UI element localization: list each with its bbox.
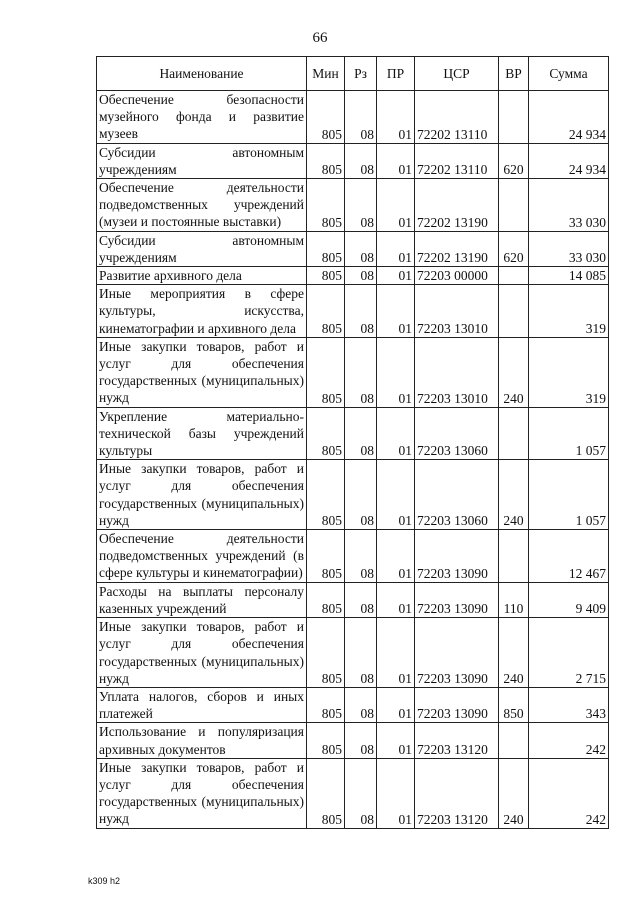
cell-pr: 01 — [377, 687, 415, 722]
cell-sum: 319 — [529, 285, 609, 338]
cell-min: 805 — [307, 143, 345, 178]
cell-name: Укрепление материально-технической базы учреждений культуры — [97, 407, 307, 460]
cell-rz: 08 — [345, 179, 377, 232]
cell-name: Иные закупки товаров, работ и услуг для обеспечения государственных (муниципальных) нужд — [97, 460, 307, 530]
table-row — [97, 285, 609, 338]
page-number: 66 — [312, 30, 328, 46]
cell-csr: 72203 13010 — [415, 285, 499, 338]
cell-rz: 08 — [345, 337, 377, 407]
cell-vr: 620 — [499, 231, 529, 266]
cell-vr: 240 — [499, 337, 529, 407]
table-header-row — [97, 57, 609, 91]
cell-pr: 01 — [377, 143, 415, 178]
cell-pr: 01 — [377, 407, 415, 460]
cell-pr: 01 — [377, 231, 415, 266]
cell-csr: 72203 00000 — [415, 267, 499, 285]
cell-vr: 240 — [499, 618, 529, 688]
cell-min: 805 — [307, 285, 345, 338]
table-row — [97, 337, 609, 407]
table-row — [97, 267, 609, 285]
cell-sum: 33 030 — [529, 231, 609, 266]
cell-sum: 319 — [529, 337, 609, 407]
cell-name: Иные закупки товаров, работ и услуг для обеспечения государственных (муниципальных) нужд — [97, 758, 307, 828]
table-row — [97, 618, 609, 688]
cell-sum: 12 467 — [529, 530, 609, 583]
cell-name: Иные закупки товаров, работ и услуг для обеспечения государственных (муниципальных) нужд — [97, 337, 307, 407]
cell-name: Использование и популяризация архивных документов — [97, 723, 307, 758]
cell-pr: 01 — [377, 723, 415, 758]
cell-name: Обеспечение деятельности подведомственных учреждений (в сфере культуры и кинематографии) — [97, 530, 307, 583]
cell-pr: 01 — [377, 337, 415, 407]
cell-name: Субсидии автономным учреждениям — [97, 143, 307, 178]
table-row — [97, 231, 609, 266]
cell-rz: 08 — [345, 231, 377, 266]
cell-pr: 01 — [377, 179, 415, 232]
header-rz: Рз — [345, 57, 377, 91]
cell-rz: 08 — [345, 758, 377, 828]
table-row — [97, 91, 609, 144]
cell-min: 805 — [307, 91, 345, 144]
cell-pr: 01 — [377, 285, 415, 338]
cell-csr: 72203 13060 — [415, 460, 499, 530]
cell-sum: 2 715 — [529, 618, 609, 688]
budget-table — [96, 56, 609, 829]
cell-sum: 242 — [529, 758, 609, 828]
table-row — [97, 723, 609, 758]
cell-rz: 08 — [345, 530, 377, 583]
table-row — [97, 758, 609, 828]
cell-min: 805 — [307, 530, 345, 583]
cell-min: 805 — [307, 582, 345, 617]
cell-pr: 01 — [377, 530, 415, 583]
table-row — [97, 407, 609, 460]
cell-vr — [499, 179, 529, 232]
cell-csr: 72203 13060 — [415, 407, 499, 460]
cell-min: 805 — [307, 231, 345, 266]
cell-rz: 08 — [345, 582, 377, 617]
cell-name: Иные мероприятия в сфере культуры, искусства, кинематографии и архивного дела — [97, 285, 307, 338]
cell-vr: 850 — [499, 687, 529, 722]
cell-rz: 08 — [345, 143, 377, 178]
cell-name: Субсидии автономным учреждениям — [97, 231, 307, 266]
cell-min: 805 — [307, 460, 345, 530]
cell-min: 805 — [307, 337, 345, 407]
cell-vr — [499, 285, 529, 338]
cell-vr — [499, 267, 529, 285]
cell-csr: 72203 13120 — [415, 758, 499, 828]
header-name: Наименование — [97, 57, 307, 91]
cell-vr: 240 — [499, 758, 529, 828]
cell-rz: 08 — [345, 460, 377, 530]
cell-csr: 72203 13120 — [415, 723, 499, 758]
cell-min: 805 — [307, 618, 345, 688]
cell-pr: 01 — [377, 582, 415, 617]
cell-min: 805 — [307, 758, 345, 828]
table-body — [97, 91, 609, 829]
cell-sum: 14 085 — [529, 267, 609, 285]
cell-vr — [499, 407, 529, 460]
table-row — [97, 460, 609, 530]
cell-name: Развитие архивного дела — [97, 267, 307, 285]
cell-csr: 72203 13010 — [415, 337, 499, 407]
cell-name: Обеспечение деятельности подведомственных учреждений (музеи и постоянные выставки) — [97, 179, 307, 232]
cell-sum: 242 — [529, 723, 609, 758]
cell-sum: 9 409 — [529, 582, 609, 617]
cell-csr: 72203 13090 — [415, 618, 499, 688]
cell-rz: 08 — [345, 285, 377, 338]
cell-name: Обеспечение безопасности музейного фонда и развитие музеев — [97, 91, 307, 144]
cell-csr: 72202 13110 — [415, 91, 499, 144]
cell-csr: 72203 13090 — [415, 687, 499, 722]
cell-rz: 08 — [345, 687, 377, 722]
cell-vr — [499, 723, 529, 758]
cell-rz: 08 — [345, 267, 377, 285]
cell-sum: 24 934 — [529, 143, 609, 178]
cell-min: 805 — [307, 267, 345, 285]
table-row — [97, 687, 609, 722]
cell-sum: 24 934 — [529, 91, 609, 144]
header-pr: ПР — [377, 57, 415, 91]
cell-csr: 72202 13190 — [415, 179, 499, 232]
header-csr: ЦСР — [415, 57, 499, 91]
cell-sum: 33 030 — [529, 179, 609, 232]
header-min: Мин — [307, 57, 345, 91]
cell-rz: 08 — [345, 723, 377, 758]
cell-vr: 620 — [499, 143, 529, 178]
header-vr: ВР — [499, 57, 529, 91]
footer-code: k309 h2 — [88, 876, 121, 886]
cell-rz: 08 — [345, 407, 377, 460]
cell-sum: 1 057 — [529, 460, 609, 530]
cell-min: 805 — [307, 407, 345, 460]
table-row — [97, 582, 609, 617]
table-row — [97, 143, 609, 178]
table-row — [97, 179, 609, 232]
cell-pr: 01 — [377, 618, 415, 688]
cell-vr — [499, 91, 529, 144]
cell-min: 805 — [307, 723, 345, 758]
cell-csr: 72202 13110 — [415, 143, 499, 178]
cell-vr: 240 — [499, 460, 529, 530]
cell-vr: 110 — [499, 582, 529, 617]
cell-pr: 01 — [377, 267, 415, 285]
header-sum: Сумма — [529, 57, 609, 91]
cell-rz: 08 — [345, 618, 377, 688]
cell-pr: 01 — [377, 758, 415, 828]
cell-min: 805 — [307, 687, 345, 722]
cell-sum: 1 057 — [529, 407, 609, 460]
cell-csr: 72203 13090 — [415, 582, 499, 617]
cell-pr: 01 — [377, 460, 415, 530]
cell-csr: 72203 13090 — [415, 530, 499, 583]
table-row — [97, 530, 609, 583]
cell-min: 805 — [307, 179, 345, 232]
cell-name: Уплата налогов, сборов и иных платежей — [97, 687, 307, 722]
cell-rz: 08 — [345, 91, 377, 144]
cell-name: Иные закупки товаров, работ и услуг для обеспечения государственных (муниципальных) нужд — [97, 618, 307, 688]
cell-sum: 343 — [529, 687, 609, 722]
cell-vr — [499, 530, 529, 583]
cell-pr: 01 — [377, 91, 415, 144]
cell-name: Расходы на выплаты персоналу казенных учреждений — [97, 582, 307, 617]
cell-csr: 72202 13190 — [415, 231, 499, 266]
